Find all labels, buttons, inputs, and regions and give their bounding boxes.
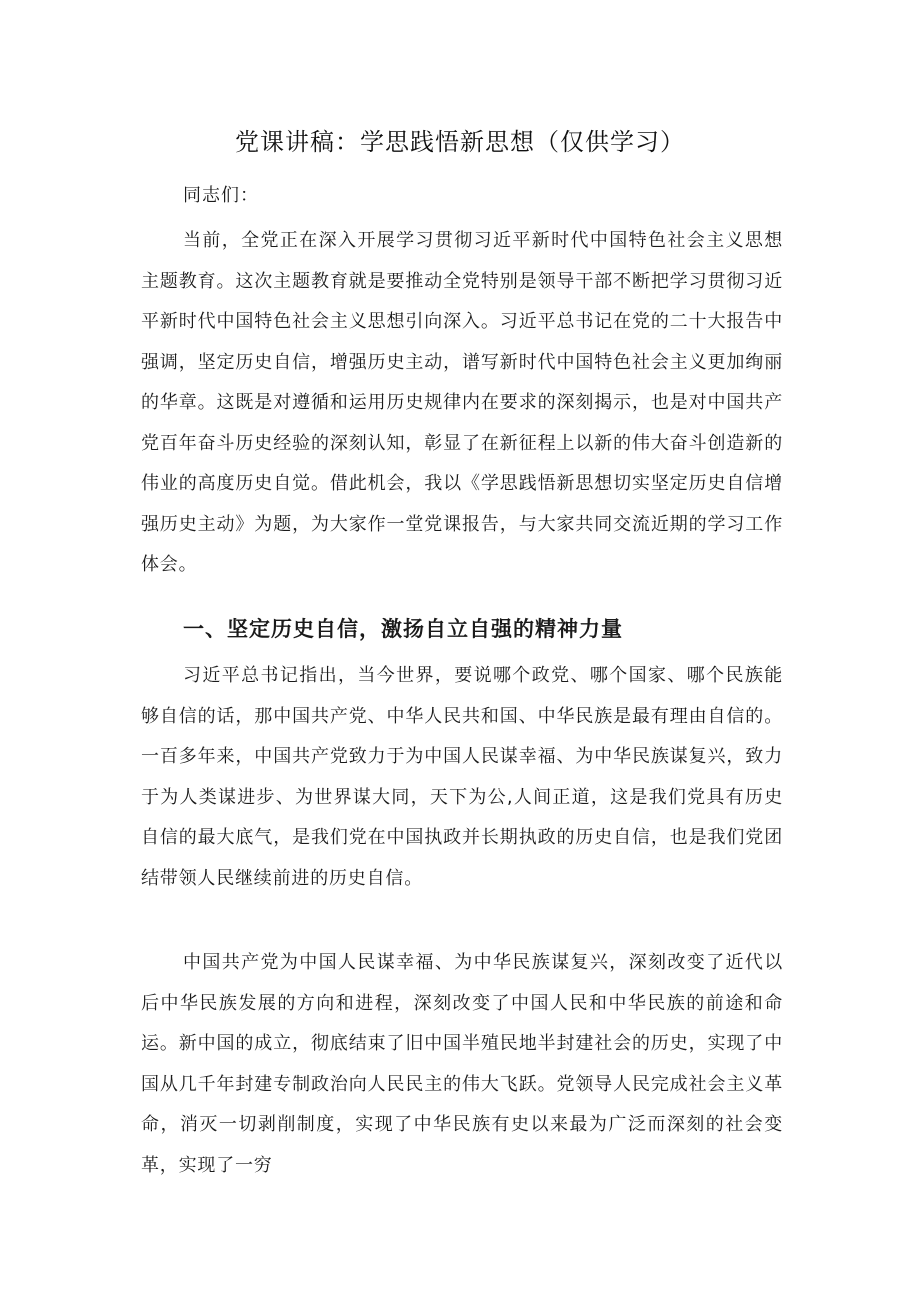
paragraph-historical-confidence: 习近平总书记指出，当今世界，要说哪个政党、哪个国家、哪个民族能够自信的话，那中国共产党、中华人民共和国、中华民族是最有理由自信的。一百多年来，中国共产党致力于为中国人民谋幸福、为中华民族谋复兴，致力于为人类谋进步、为世界谋大同，天下为公,人间正道，这是我们党具有历史自信的最大底气，是我们党在中国执政并长期执政的历史自信，也是我们党团结带领人民继续前进的历史自信。 — [141, 665, 783, 889]
document-title: 党课讲稿：学思践悟新思想（仅供学习） — [235, 128, 685, 156]
paragraph-intro: 当前，全党正在深入开展学习贯彻习近平新时代中国特色社会主义思想主题教育。这次主题教育就是要推动全党特别是领导干部不断把学习贯彻习近平新时代中国特色社会主义思想引向深入。习近平总书记在党的二十大报告中强调，坚定历史自信，增强历史主动，谱写新时代中国特色社会主义更加绚丽的华章。这既是对遵循和运用历史规律内在要求的深刻揭示，也是对中国共产党百年奋斗历史经验的深刻认知，彰显了在新征程上以新的伟大奋斗创造新的伟业的高度历史自觉。借此机会，我以《学思践悟新思想切实坚定历史自信增强历史主动》为题，为大家作一堂党课报告，与大家共同交流近期的学习工作体会。 — [141, 230, 783, 575]
paragraph-party-history: 中国共产党为中国人民谋幸福、为中华民族谋复兴，深刻改变了近代以后中华民族发展的方向和进程，深刻改变了中国人民和中华民族的前途和命运。新中国的成立，彻底结束了旧中国半殖民地半封建社会的历史，实现了中国从几千年封建专制政治向人民民主的伟大飞跃。党领导人民完成社会主义革命，消灭一切剥削制度，实现了中华民族有史以来最为广泛而深刻的社会变革，实现了一穷 — [141, 952, 783, 1176]
salutation: 同志们： — [183, 185, 259, 206]
section-heading: 一、坚定历史自信，激扬自立自强的精神力量 — [183, 617, 623, 641]
